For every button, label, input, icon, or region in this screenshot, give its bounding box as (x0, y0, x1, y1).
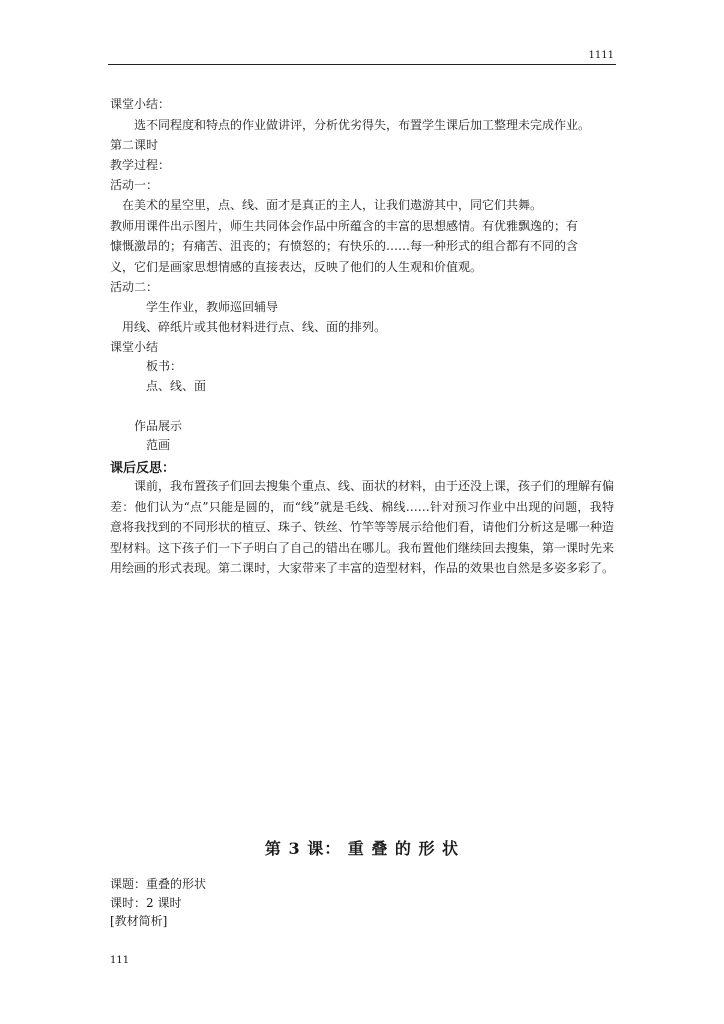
reflection-paragraph: 课前，我布置孩子们回去搜集个重点、线、面状的材料，由于还没上课，孩子们的理解有偏差：他们认为“点”只能是圆的，而“线”就是毛线、棉线……针对预习作业中出现的问题，我特意将我找到的不同形状的植豆、珠子、铁丝、竹竿等等展示给他们看，请他们分析这是哪一种造型材料。这下孩子们一下子明白了自己的错出在哪儿。我布置他们继续回去搜集，第一课时先来用绘画的形式表现。第二课时，大家带来了丰富的造型材料，作品的效果也自然是多姿多彩了。 (110, 479, 615, 575)
text-line: 学生作业，教师巡回辅导 (110, 300, 279, 314)
text-line: 第二课时 (110, 138, 159, 152)
reflection-heading: 课后反思： (110, 461, 176, 476)
text-line: 教师用课件出示图片，师生共同体会作品中所蕴含的丰富的思想感情。有优雅飘逸的；有 (110, 219, 579, 233)
text-line: 活动二： (110, 280, 159, 294)
text-line: 活动一： (110, 178, 159, 192)
lesson-title: 第 3 课： 重 叠 的 形 状 (264, 839, 460, 858)
text-line: 义，它们是画家思想情感的直接表达，反映了他们的人生观和价值观。 (110, 260, 483, 274)
text-line: 教学过程： (110, 158, 171, 172)
text-line: 选不同程度和特点的作业做讲评，分析优劣得失，布置学生课后加工整理未完成作业。 (110, 118, 591, 132)
header-rule (108, 64, 616, 65)
text-line: 慷慨激昂的；有痛苦、沮丧的；有愤怒的；有快乐的……每一种形式的组合都有不同的含 (110, 239, 579, 253)
text-line: 范画 (110, 438, 171, 452)
text-line: 在美术的星空里，点、线、面才是真正的主人，让我们遨游其中，同它们共舞。 (110, 198, 543, 212)
lesson-info-line: 课时：2 课时 (110, 896, 182, 910)
footer-page-number: 111 (110, 955, 130, 966)
text-line: 作品展示 (110, 419, 183, 433)
lesson-info-line: [教材简析] (110, 914, 168, 928)
lesson-info-line: 课题：重叠的形状 (110, 877, 207, 891)
text-line: 点、线、面 (110, 379, 207, 393)
text-line: 课堂小结： (110, 97, 171, 111)
header-page-number: 1111 (588, 50, 614, 61)
text-line: 课堂小结 (110, 340, 159, 354)
text-line: 用线、碎纸片或其他材料进行点、线、面的排列。 (110, 320, 387, 334)
text-line: 板书： (110, 359, 183, 373)
